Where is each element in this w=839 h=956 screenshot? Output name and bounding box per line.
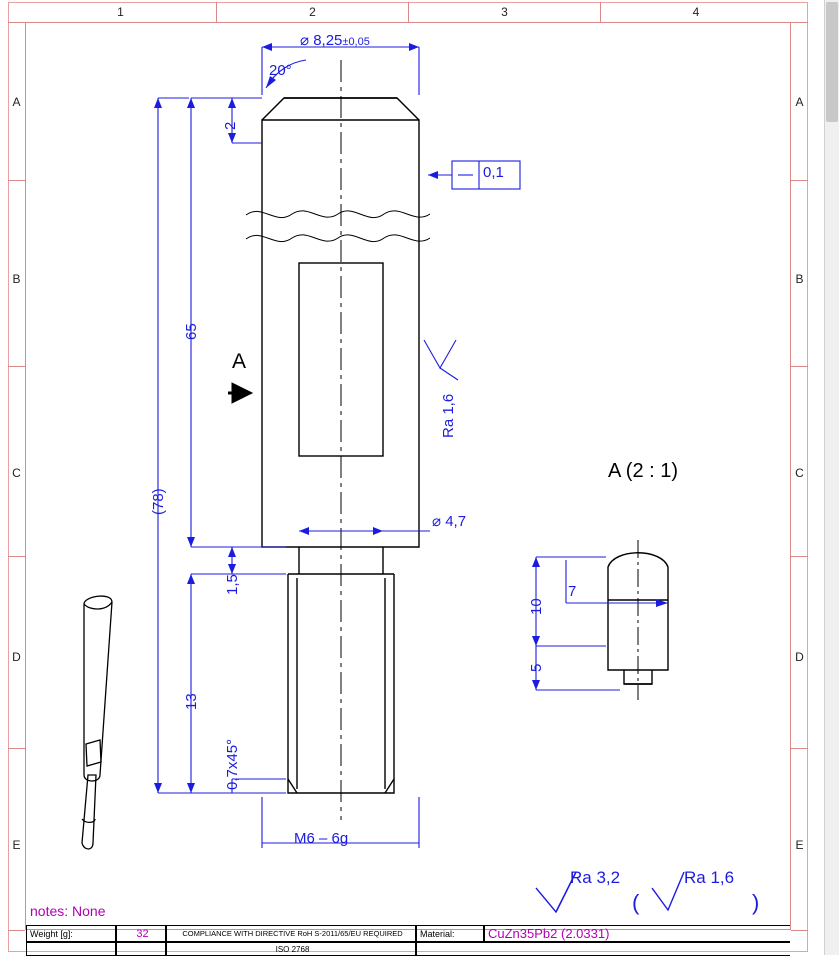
zone-col-2: 2 [216, 2, 408, 22]
detail-view-title: A (2 : 1) [608, 460, 679, 482]
title-block [26, 925, 790, 955]
zone-row-e-left: E [12, 838, 21, 852]
surface-note-bracket-close: ) [752, 890, 760, 915]
detail-dim-7: 7 [568, 583, 577, 600]
vertical-scrollbar[interactable] [824, 0, 839, 955]
dim-length-65: 65 [183, 323, 200, 340]
detail-dim-5: 5 [528, 663, 545, 672]
flatness-value: 0,1 [483, 164, 504, 181]
row2-left-cell [26, 942, 116, 956]
dim-chamfer-07x45: 0,7x45° [224, 738, 241, 790]
scrollbar-thumb[interactable] [826, 2, 838, 122]
zone-row-d-right: D [795, 650, 804, 664]
row2-mid-cell [116, 942, 166, 956]
compliance-text: COMPLIANCE WITH DIRECTIVE RoH S-2011/65/EU REQUIRED [182, 929, 403, 938]
detail-dim-10: 10 [528, 598, 545, 615]
section-arrow-label: A [232, 350, 247, 373]
zone-col-1: 1 [117, 5, 124, 19]
material-label: Material: [420, 928, 455, 939]
zone-row-b-left: B [12, 272, 21, 286]
dim-diameter-shank: ⌀ 4,7 [432, 513, 467, 530]
surface-ra16-body: Ra 1,6 [440, 393, 457, 438]
dim-chamfer-length: 2 [222, 121, 239, 130]
dim-thread-m6: M6 – 6g [294, 830, 349, 847]
weight-value-cell [116, 925, 166, 942]
standard-value: ISO 2768 [275, 944, 310, 954]
material-value: CuZn35Pb2 (2.0331) [488, 926, 610, 941]
dim-diameter-top: ⌀ 8,25±0,05 [300, 32, 370, 49]
surface-note-primary: Ra 3,2 [570, 868, 621, 887]
dim-length-13: 13 [183, 693, 200, 710]
dim-length-78: (78) [150, 488, 167, 515]
row2-standard-cell [166, 942, 416, 956]
zone-col-3: 3 [408, 2, 600, 22]
zone-row-c-left: C [12, 466, 21, 480]
surface-note-secondary: Ra 1,6 [684, 868, 735, 887]
zone-row-d-left: D [12, 650, 21, 664]
dim-length-1-5: 1,5 [224, 574, 241, 595]
zone-col-4: 4 [600, 2, 791, 22]
zone-row-c-right: C [795, 466, 804, 480]
row2-right-cell [416, 942, 790, 956]
material-label-cell [416, 925, 484, 942]
dim-chamfer-angle: 20° [269, 62, 292, 79]
weight-value: 32 [136, 927, 149, 940]
compliance-cell [166, 925, 416, 942]
zone-row-a-left: A [12, 95, 21, 109]
zone-row-a-right: A [795, 95, 804, 109]
zone-row-e-right: E [795, 838, 804, 852]
weight-label: Weight [g]: [30, 928, 73, 939]
notes-text: notes: None [30, 903, 106, 919]
surface-note-bracket-open: ( [632, 890, 640, 915]
zone-row-b-right: B [795, 272, 804, 286]
weight-label-cell [26, 925, 116, 942]
material-value-cell [484, 925, 790, 942]
